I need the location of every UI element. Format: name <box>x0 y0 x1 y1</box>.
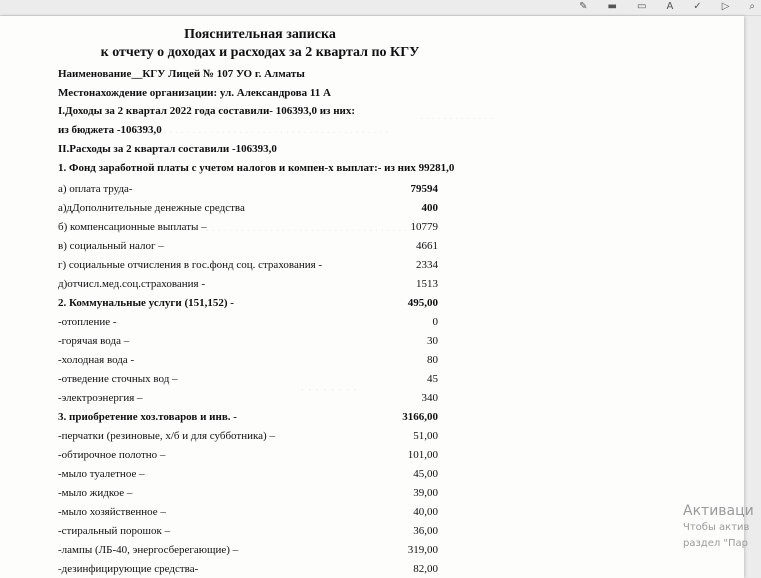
expense-row-value: 30 <box>427 335 438 347</box>
expense-row <box>58 335 498 351</box>
expense-row <box>58 449 498 465</box>
budget-line: из бюджета -106393,0 <box>58 124 162 136</box>
expense-row <box>58 392 498 408</box>
bleed-through-text: · · · · · · · · · · · · · <box>420 114 494 125</box>
income-line: I.Доходы за 2 квартал 2022 года составили- 106393,0 из них: <box>58 105 356 117</box>
expense-row-label: -лампы (ЛБ-40, энергосберегающие) – <box>58 544 239 556</box>
expense-row-label: -отведение сточных вод – <box>58 373 178 385</box>
expense-row-value: 36,00 <box>413 525 438 537</box>
expense-line: II.Расходы за 2 квартал составили -106393,0 <box>58 143 277 155</box>
activation-hint: Чтобы актив <box>683 522 750 533</box>
expense-row-value: 101,00 <box>407 449 438 461</box>
expense-row-label: -горячая вода – <box>58 335 130 347</box>
expense-row <box>58 373 498 389</box>
play-icon[interactable]: ▷ <box>721 1 730 12</box>
expense-row-label: -мыло туалетное – <box>58 468 145 480</box>
expense-row-value: 79594 <box>410 183 438 195</box>
expense-row-label: -обтирочное полотно – <box>58 449 166 461</box>
expense-row-value: 45,00 <box>413 468 438 480</box>
expense-row <box>58 183 498 199</box>
expense-row-value: 82,00 <box>413 563 438 575</box>
expense-row-label: -перчатки (резиновые, х/б и для субботника) – <box>58 430 275 442</box>
toolbar-icons <box>579 0 755 14</box>
doc-title: Пояснительная записка <box>184 27 336 42</box>
bleed-through-text: · · · · · · · · · · · · · · · · · · · · · · · · · · · · · · · · · · · · · · · · · · · <box>140 128 389 139</box>
expense-row <box>58 430 498 446</box>
expense-row-value: 39,00 <box>413 487 438 499</box>
expense-row-label: -электроэнергия – <box>58 392 143 404</box>
expense-row <box>58 240 498 256</box>
expense-row <box>58 354 498 370</box>
expense-row <box>58 525 498 541</box>
expense-row-value: 80 <box>427 354 438 366</box>
expense-row-label: -стиральный порошок – <box>58 525 171 537</box>
highlight-icon[interactable]: ▬ <box>607 1 617 12</box>
comment-icon[interactable]: ▭ <box>637 1 647 12</box>
expense-row-label: -отопление - <box>58 316 117 328</box>
expense-row-value: 45 <box>427 373 438 385</box>
doc-subtitle: к отчету о доходах и расходах за 2 квартал по КГУ <box>100 45 420 60</box>
expense-row <box>58 221 498 237</box>
expense-row <box>58 297 498 313</box>
expense-row-value: 400 <box>421 202 438 214</box>
bleed-through-text: · · · · · · · · · · · · · · · · · · · · · · · · · · · · · · · · · · · · <box>200 226 408 237</box>
expense-row-value: 340 <box>421 392 438 404</box>
wage-fund-line: 1. Фонд заработной платы с учетом налогов и компен-х выплат:- из них 99281,0 <box>58 162 455 174</box>
expense-row-label: д)отчисл.мед.соц.страхования - <box>58 278 205 290</box>
windows-activation-watermark <box>683 502 754 552</box>
pen-icon[interactable]: ✎ <box>579 1 588 12</box>
org-location-line: Местонахождение организации: ул. Александрова 11 А <box>58 87 331 99</box>
expense-row <box>58 563 498 578</box>
expense-row <box>58 316 498 332</box>
expense-row-value: 2334 <box>416 259 438 271</box>
expense-row-value: 4661 <box>416 240 438 252</box>
expense-row-label: -холодная вода - <box>58 354 135 366</box>
expense-row-label: в) социальный налог – <box>58 240 164 252</box>
text-icon[interactable]: A <box>666 1 674 12</box>
viewer-toolbar <box>0 0 761 16</box>
search-icon[interactable]: ⌕ <box>749 1 755 12</box>
expense-row-label: 2. Коммунальные услуги (151,152) - <box>58 297 234 309</box>
expense-row-label: а) оплата труда- <box>58 183 133 195</box>
expense-row-label: г) социальные отчисления в гос.фонд соц. страхования - <box>58 259 323 271</box>
expense-row-value: 10779 <box>410 221 438 233</box>
bleed-through-text: · · · · · · · · <box>300 382 358 397</box>
expense-row-value: 0 <box>432 316 438 328</box>
expense-row-label: -дезинфицирующие средства- <box>58 563 199 575</box>
expense-row <box>58 487 498 503</box>
expense-row <box>58 544 498 560</box>
expense-row-value: 495,00 <box>407 297 438 309</box>
check-icon[interactable]: ✓ <box>693 1 702 12</box>
expense-row <box>58 259 498 275</box>
activation-title: Активаци <box>683 503 754 519</box>
expense-row-value: 40,00 <box>413 506 438 518</box>
expense-row-label: 3. приобретение хоз.товаров и инв. - <box>58 411 237 423</box>
expense-row-label: а)дДополнительные денежные средства <box>58 202 245 214</box>
expense-row-value: 51,00 <box>413 430 438 442</box>
document-page <box>0 16 744 578</box>
expense-row <box>58 506 498 522</box>
expense-row <box>58 411 498 427</box>
expense-row-value: 3166,00 <box>402 411 438 423</box>
org-name-line: Наименование__КГУ Лицей № 107 УО г. Алматы <box>58 68 305 80</box>
expense-row-value: 1513 <box>416 278 438 290</box>
expense-row-label: -мыло жидкое – <box>58 487 133 499</box>
expense-row <box>58 468 498 484</box>
activation-hint-2: раздел "Пар <box>683 538 749 549</box>
expense-row-value: 319,00 <box>407 544 438 556</box>
expense-row <box>58 202 498 218</box>
expense-row-label: б) компенсационные выплаты – <box>58 221 207 233</box>
expense-row-label: -мыло хозяйственное – <box>58 506 166 518</box>
expense-row <box>58 278 498 294</box>
